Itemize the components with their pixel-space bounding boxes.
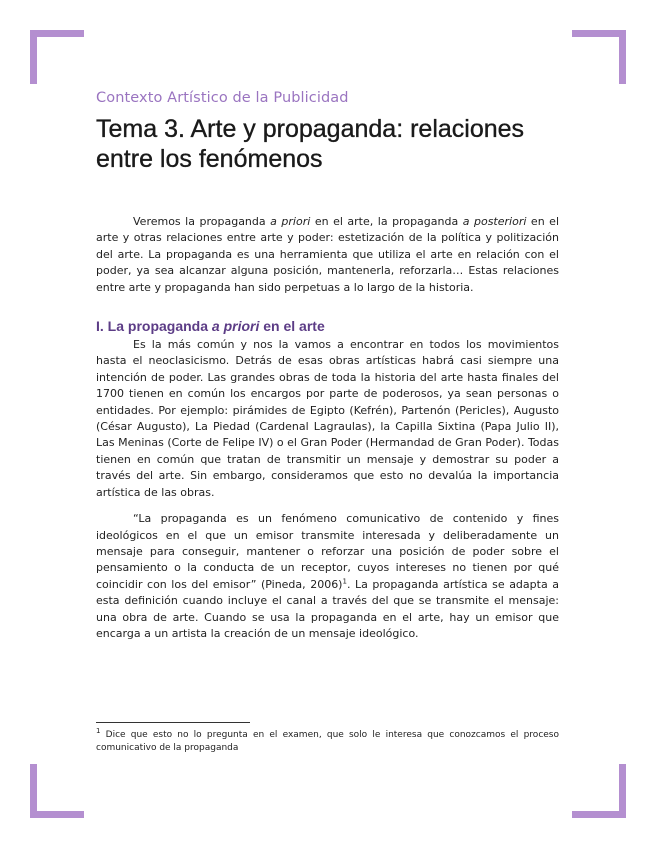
corner-bottom-right-v [619,764,626,818]
corner-top-right-v [619,30,626,84]
course-subtitle: Contexto Artístico de la Publicidad [96,90,349,106]
intro-paragraph: Veremos la propaganda a priori en el arte, la propaganda a posteriori en el arte y otras relaciones entre arte y poder: estetización de la política y politización del arte. La propaganda es una herramienta que utiliza el arte en relación con el poder, ya sea alcanzar alguna posición, mantenerla, reforzarla… Estas relaciones entre arte y propaganda han sido perpetuas a lo largo de la historia. [96,215,560,294]
section-paragraph-1: Es la más común y nos la vamos a encontrar en todos los movimientos hasta el neoclasicismo. Detrás de esas obras artísticas habrá casi siempre una intención de poder. Las grandes obras de toda la historia del arte hasta finales del 1700 tienen en común los encargos por parte de poderosos, ya sean personas o entidades. Por ejemplo: pirámides de Egipto (Kefrén), Partenón (Pericles), Augusto (César Augusto), La Piedad (Cardenal Lagraulas), la Capilla Sixtina (Papa Julio II), Las Meninas (Corte de Felipe IV) o el Gran Poder (Hermandad de Gran Poder). Todas tienen en común que tratan de transmitir un mensaje y demostrar su poder a través del arte. Sin embargo, consideramos que esto no devalúa la importancia artística de las obras. [96,338,559,499]
corner-top-left-h [30,30,84,37]
footnote: $^1$ Dice que esto no lo pregunta en el examen, que solo le interesa que conozcamos el proceso comunicativo de la propaganda [96,727,559,753]
corner-bottom-left-v [30,764,37,818]
page-title: Tema 3. Arte y propaganda: relaciones entre los fenómenos [96,115,525,173]
footnote-divider [96,722,250,723]
corner-top-right-h [572,30,626,37]
footnote-ref[interactable]: 1 [342,577,347,586]
section-heading: I. La propaganda a priori en el arte [96,318,325,335]
document-page [96,90,559,642]
section-paragraph-2: “La propaganda es un fenómeno comunicativo de contenido y fines ideológicos en el que un emisor transmite interesada y deliberadamente un mensaje para conseguir, mantener o reforzar una posición de poder sobre el pensamiento o la conducta de un receptor, cuyos intereses no tienen por qué coincidir con los del emisor” (Pineda, 2006)$^1$. La propaganda artística se adapta a esta definición cuando incluye el canal a través del que se transmite el mensaje: una obra de arte. Cuando se usa la propaganda en el arte, hay un emisor que encarga a un artista la creación de un mensaje ideológico. [96,512,559,640]
corner-top-left-v [30,30,37,84]
corner-bottom-right-h [572,811,626,818]
corner-bottom-left-h [30,811,84,818]
